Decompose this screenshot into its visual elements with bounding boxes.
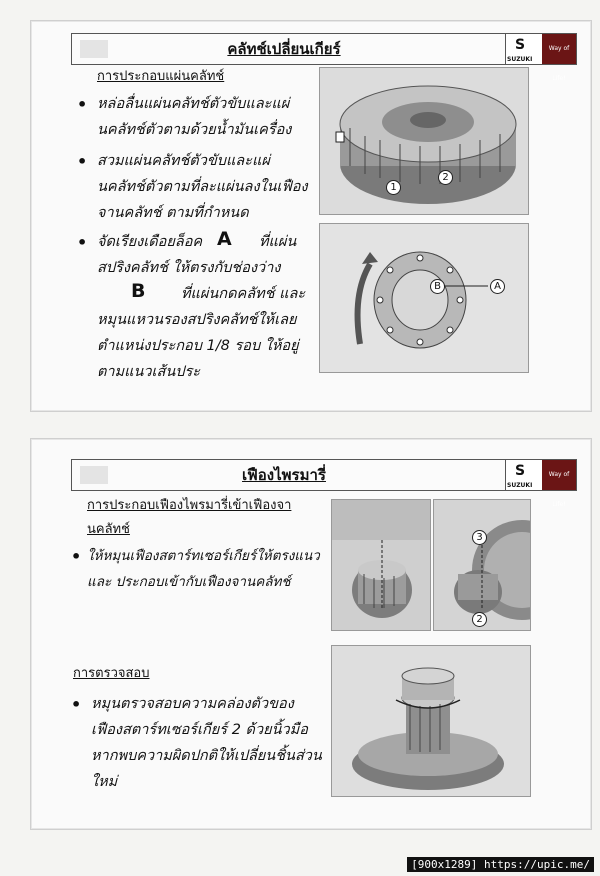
bullet-dot: •	[77, 233, 88, 252]
section-heading-line2: นคลัทช์	[87, 522, 130, 537]
header-title: คลัทช์เปลี่ยนเกียร์	[227, 40, 341, 58]
callout-2: 2	[438, 170, 453, 185]
clutch-pack-image	[320, 68, 528, 214]
bullet2-line2: เฟืองสตาร์ทเซอร์เกียร์ 2 ด้วยนิ้วมือ	[91, 722, 308, 738]
inspection-photo	[331, 645, 531, 797]
bullet2-line2: นคลัทช์ตัวตามที่ละแผ่นลงในเฟือง	[97, 179, 308, 195]
bullet-dot: •	[77, 152, 88, 171]
bullet3-line1b: ที่แผ่น	[259, 234, 297, 250]
callout-1: 1	[386, 180, 401, 195]
slide-clutch	[30, 20, 592, 412]
clutch-pack-photo	[319, 67, 529, 215]
spring-plate-photo	[319, 223, 529, 373]
bullet2-line3: หากพบความผิดปกติให้เปลี่ยนชิ้นส่วน	[91, 748, 322, 764]
gear-mesh-image	[434, 500, 530, 630]
spring-plate-image	[320, 224, 528, 372]
primary-gear-photo-left	[331, 499, 431, 631]
bullet2-line3: จานคลัทช์ ตามที่กำหนด	[97, 205, 249, 221]
callout-2: 2	[472, 612, 487, 627]
bullet2-line1: หมุนตรวจสอบความคล่องตัวของ	[91, 696, 294, 712]
slogan-box: Way of Life!	[542, 460, 576, 490]
bullet2-line4: ใหม่	[91, 774, 118, 790]
callout-a: A	[490, 279, 505, 294]
section-heading: การประกอบแผ่นคลัทช์	[97, 69, 225, 84]
bullet2-line1: สวมแผ่นคลัทช์ตัวขับและแผ่	[97, 153, 270, 169]
suzuki-logo	[505, 34, 542, 64]
bullet1-line2: นคลัทช์ตัวตามด้วยน้ำมันเครื่อง	[97, 122, 292, 138]
section2-heading: การตรวจสอบ	[73, 666, 150, 681]
callout-3: 3	[472, 530, 487, 545]
slide-primary-gear	[30, 438, 592, 830]
bullet3-line5: ตำแหน่งประกอบ 1/8 รอบ ให้อยู่	[97, 338, 299, 354]
suzuki-s-icon: S	[515, 37, 526, 53]
primary-gear-photo-right	[433, 499, 531, 631]
suzuki-s-icon: S	[515, 463, 526, 479]
bullet3-line3b: ที่แผ่นกดคลัทช์ และ	[181, 286, 306, 302]
bullet-dot: •	[71, 547, 82, 566]
starter-gear-image	[332, 646, 530, 796]
brand-text: SUZUKI	[507, 482, 533, 489]
bullet-dot: •	[77, 95, 88, 114]
bullet3-line1: จัดเรียงเดือยล็อค	[97, 234, 203, 250]
bullet3-line6: ตามแนวเส้นประ	[97, 364, 201, 380]
marker-a: A	[217, 228, 232, 250]
gear-alignment-image	[332, 500, 430, 630]
header-title: เฟืองไพรมารี่	[242, 466, 326, 484]
bullet1-line1: ให้หมุนเฟืองสตาร์ทเซอร์เกียร์ให้ตรงแนว	[87, 548, 320, 564]
callout-b: B	[430, 279, 445, 294]
bullet3-line4: หมุนแหวนรองสปริงคลัทช์ให้เลย	[97, 312, 297, 328]
bullet3-line2: สปริงคลัทช์ ให้ตรงกับช่องว่าง	[97, 260, 281, 276]
brand-text: SUZUKI	[507, 56, 533, 63]
bullet1-line2: และ ประกอบเข้ากับเฟืองจานคลัทช์	[87, 574, 291, 590]
marker-b: B	[131, 280, 146, 302]
section-heading-line1: การประกอบเฟืองไพรมารี่เข้าเฟืองจา	[87, 498, 292, 513]
bullet-dot: •	[71, 695, 82, 714]
slogan-box: Way of Life!	[542, 34, 576, 64]
suzuki-logo	[505, 460, 542, 490]
image-host-footer: [900x1289] https://upic.me/	[407, 857, 594, 872]
bullet1-line1: หล่อลื่นแผ่นคลัทช์ตัวขับและแผ่	[97, 96, 290, 112]
